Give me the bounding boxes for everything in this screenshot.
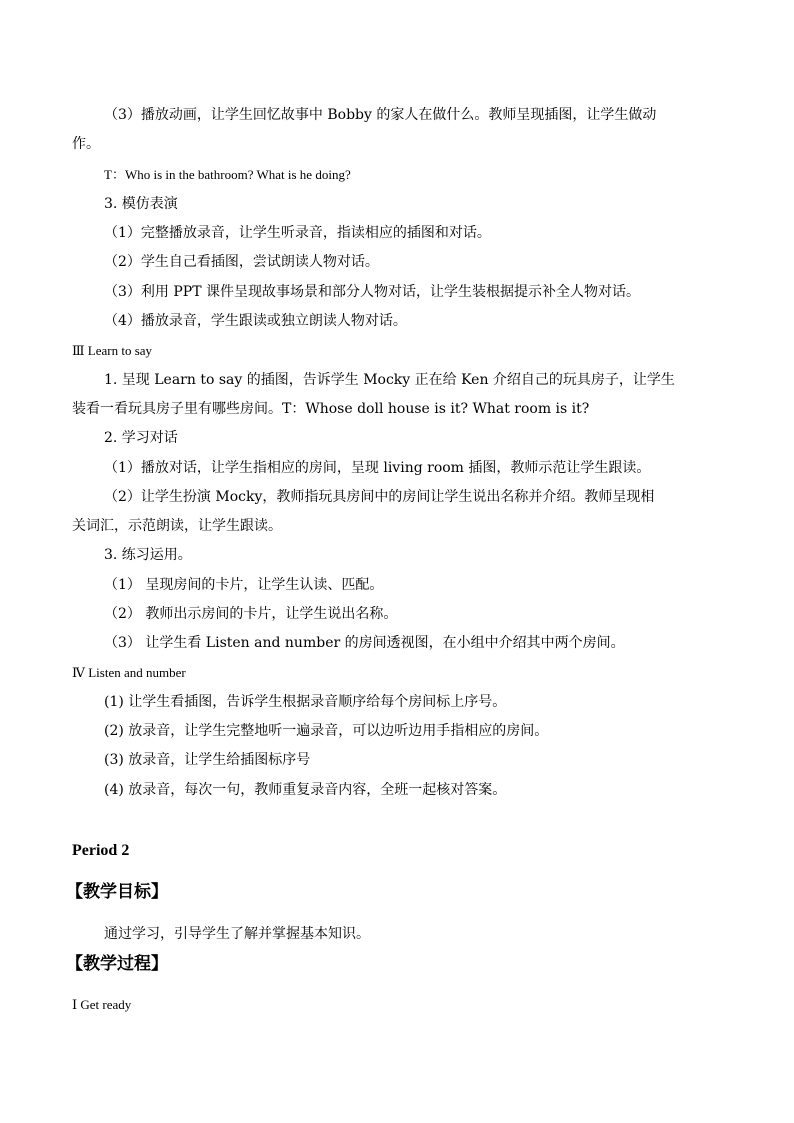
list-item: （3） 让学生看 Listen and number 的房间透视图，在小组中介绍其中两个房间。 bbox=[104, 635, 625, 651]
list-item: (4) 放录音，每次一句，教师重复录音内容，全班一起核对答案。 bbox=[104, 782, 507, 798]
section-heading: 3. 模仿表演 bbox=[104, 196, 178, 212]
paragraph-line: T：Who is in the bathroom? What is he doing? bbox=[104, 167, 351, 182]
goal-text: 通过学习，引导学生了解并掌握基本知识。 bbox=[104, 926, 370, 942]
list-item: （4）播放录音，学生跟读或独立朗读人物对话。 bbox=[104, 313, 407, 329]
list-item: （2）让学生扮演 Mocky，教师指玩具房间中的房间让学生说出名称并介绍。教师呈现相 bbox=[104, 489, 655, 505]
paragraph-line: 作。 bbox=[72, 136, 100, 152]
section-heading: 3. 练习运用。 bbox=[104, 547, 192, 563]
list-item: （1） 呈现房间的卡片，让学生认读、匹配。 bbox=[104, 577, 384, 593]
section-heading: Ⅲ Learn to say bbox=[72, 343, 153, 358]
list-item: (3) 放录音，让学生给插图标序号 bbox=[104, 752, 311, 768]
list-item: （3）利用 PPT 课件呈现故事场景和部分人物对话，让学生装根据提示补全人物对话。 bbox=[104, 284, 640, 300]
section-heading: 2. 学习对话 bbox=[104, 430, 178, 446]
list-item: （2） 教师出示房间的卡片，让学生说出名称。 bbox=[104, 606, 398, 622]
paragraph-line: 1. 呈现 Learn to say 的插图，告诉学生 Mocky 正在给 Ken 介绍自己的玩具房子，让学生 bbox=[104, 372, 675, 388]
list-item: （2）学生自己看插图，尝试朗读人物对话。 bbox=[104, 254, 379, 270]
list-item: （1）播放对话，让学生指相应的房间，呈现 living room 插图，教师示范让学生跟读。 bbox=[104, 460, 651, 476]
process-heading: 【教学过程】 bbox=[66, 954, 168, 974]
section-heading: Ⅰ Get ready bbox=[72, 997, 132, 1012]
paragraph-line: 关词汇，示范朗读，让学生跟读。 bbox=[72, 518, 282, 534]
paragraph-line: 装看一看玩具房子里有哪些房间。T：Whose doll house is it? What room is it? bbox=[72, 401, 590, 417]
list-item: (1) 让学生看插图，告诉学生根据录音顺序给每个房间标上序号。 bbox=[104, 694, 507, 710]
list-item: (2) 放录音，让学生完整地听一遍录音，可以边听边用手指相应的房间。 bbox=[104, 723, 549, 739]
list-item: （1）完整播放录音，让学生听录音，指读相应的插图和对话。 bbox=[104, 225, 491, 241]
goal-heading: 【教学目标】 bbox=[66, 882, 168, 902]
section-heading: Ⅳ Listen and number bbox=[72, 665, 186, 680]
paragraph-line: （3）播放动画，让学生回忆故事中 Bobby 的家人在做什么。教师呈现插图，让学生做动 bbox=[104, 107, 657, 123]
period-title: Period 2 bbox=[72, 842, 130, 859]
